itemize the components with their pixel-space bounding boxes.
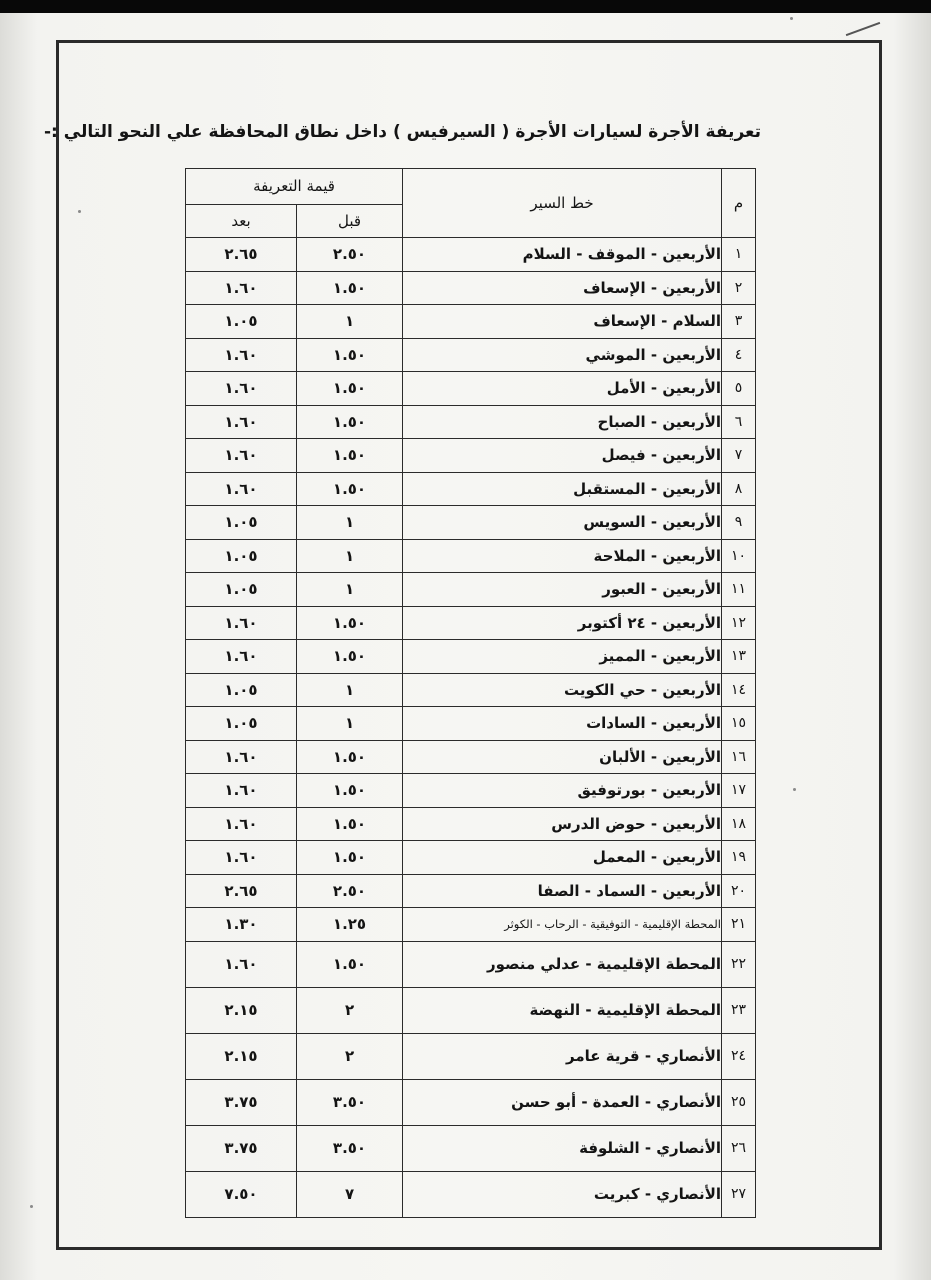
paper-speck [790,17,793,20]
row-route: الأربعين - بورتوفيق [403,774,722,808]
paper-speck [78,210,81,213]
row-fare-before: ١.٥٠ [297,271,403,305]
header-after: بعد [186,204,297,238]
header-fare-value: قيمة التعريفة [186,169,403,205]
row-route: الأربعين - الموقف - السلام [403,238,722,272]
row-route: الأربعين - المعمل [403,841,722,875]
table-row [186,606,756,640]
row-number: ٢٤ [722,1033,756,1079]
row-number: ١٦ [722,740,756,774]
row-fare-after: ١.٠٥ [186,673,297,707]
table-row [186,1033,756,1079]
row-fare-before: ١ [297,707,403,741]
row-fare-after: ١.٦٠ [186,640,297,674]
row-fare-before: ١.٥٠ [297,740,403,774]
row-route: الأربعين - السويس [403,506,722,540]
table-row [186,1171,756,1217]
table-row [186,908,756,942]
table-row [186,707,756,741]
table-row [186,841,756,875]
row-fare-after: ١.٦٠ [186,941,297,987]
row-fare-before: ١.٥٠ [297,841,403,875]
row-route: المحطة الإقليمية - عدلي منصور [403,941,722,987]
row-fare-before: ١ [297,673,403,707]
table-row [186,539,756,573]
row-fare-before: ١.٥٠ [297,372,403,406]
table-row [186,238,756,272]
row-number: ١٥ [722,707,756,741]
row-fare-after: ١.٦٠ [186,740,297,774]
row-fare-before: ١.٥٠ [297,807,403,841]
row-route: الأنصاري - كبريت [403,1171,722,1217]
row-number: ١٤ [722,673,756,707]
row-fare-after: ١.٦٠ [186,472,297,506]
row-route: الأربعين - المستقبل [403,472,722,506]
row-fare-before: ٢ [297,987,403,1033]
row-route: الأنصاري - الشلوفة [403,1125,722,1171]
table-row [186,405,756,439]
row-number: ٢٥ [722,1079,756,1125]
row-fare-after: ٣.٧٥ [186,1079,297,1125]
row-number: ٢١ [722,908,756,942]
fare-table-body [186,238,756,1218]
row-fare-after: ١.٦٠ [186,338,297,372]
row-number: ٢٧ [722,1171,756,1217]
row-route: الأربعين - العبور [403,573,722,607]
paper-speck [30,1205,33,1208]
row-fare-before: ٧ [297,1171,403,1217]
row-route: الأربعين - الأمل [403,372,722,406]
row-fare-after: ٢.١٥ [186,987,297,1033]
row-fare-after: ١.٦٠ [186,841,297,875]
row-route: الأربعين - ٢٤ أكتوبر [403,606,722,640]
row-route: الأربعين - المميز [403,640,722,674]
row-fare-before: ١.٥٠ [297,472,403,506]
row-fare-before: ٢.٥٠ [297,874,403,908]
row-number: ١٢ [722,606,756,640]
header-number: م [722,169,756,238]
row-route: السلام - الإسعاف [403,305,722,339]
row-route: الأربعين - الموشي [403,338,722,372]
row-number: ٥ [722,372,756,406]
row-fare-before: ١.٥٠ [297,338,403,372]
row-fare-before: ١.٥٠ [297,439,403,473]
row-route: المحطة الإقليمية - التوفيقية - الرحاب - الكوثر [403,908,722,942]
row-fare-after: ٣.٧٥ [186,1125,297,1171]
table-header-row [186,169,756,205]
row-fare-after: ١.٦٠ [186,606,297,640]
row-number: ٣ [722,305,756,339]
row-route: الأربعين - الألبان [403,740,722,774]
row-fare-before: ١.٥٠ [297,640,403,674]
top-black-strip [0,0,931,13]
table-row [186,573,756,607]
header-before: قبل [297,204,403,238]
row-fare-before: ١ [297,539,403,573]
row-fare-before: ٢.٥٠ [297,238,403,272]
row-fare-before: ١.٥٠ [297,405,403,439]
row-number: ٢٦ [722,1125,756,1171]
table-row [186,1079,756,1125]
row-fare-after: ٢.١٥ [186,1033,297,1079]
table-row [186,874,756,908]
row-number: ٦ [722,405,756,439]
row-fare-after: ١.٦٠ [186,271,297,305]
row-fare-after: ١.٦٠ [186,405,297,439]
row-route: الأربعين - حي الكويت [403,673,722,707]
row-number: ٧ [722,439,756,473]
row-number: ١٩ [722,841,756,875]
row-number: ١١ [722,573,756,607]
row-number: ٢٠ [722,874,756,908]
table-row [186,774,756,808]
table-row [186,372,756,406]
table-row [186,807,756,841]
row-fare-before: ١.٥٠ [297,941,403,987]
row-route: الأنصاري - قرية عامر [403,1033,722,1079]
row-route: الأربعين - السماد - الصفا [403,874,722,908]
table-row [186,439,756,473]
row-fare-after: ٢.٦٥ [186,238,297,272]
row-number: ٢٢ [722,941,756,987]
row-fare-before: ١ [297,305,403,339]
row-fare-after: ١.٦٠ [186,372,297,406]
row-number: ٨ [722,472,756,506]
row-number: ١٧ [722,774,756,808]
row-number: ١٨ [722,807,756,841]
row-fare-after: ١.٦٠ [186,774,297,808]
row-fare-after: ١.٦٠ [186,439,297,473]
row-number: ١ [722,238,756,272]
row-fare-after: ١.٠٥ [186,573,297,607]
table-row [186,941,756,987]
row-route: الأربعين - الإسعاف [403,271,722,305]
row-number: ٢٣ [722,987,756,1033]
table-row [186,506,756,540]
row-route: الأربعين - فيصل [403,439,722,473]
table-row [186,673,756,707]
row-fare-after: ٢.٦٥ [186,874,297,908]
row-number: ١٣ [722,640,756,674]
row-route: الأنصاري - العمدة - أبو حسن [403,1079,722,1125]
row-route: الأربعين - الصباح [403,405,722,439]
row-fare-after: ١.٠٥ [186,305,297,339]
table-row [186,271,756,305]
row-route: الأربعين - السادات [403,707,722,741]
paper-speck [793,788,796,791]
row-fare-after: ١.٠٥ [186,707,297,741]
row-route: المحطة الإقليمية - النهضة [403,987,722,1033]
row-fare-after: ١.٠٥ [186,539,297,573]
row-fare-after: ١.٠٥ [186,506,297,540]
row-fare-after: ١.٦٠ [186,807,297,841]
table-row [186,740,756,774]
row-fare-before: ١ [297,506,403,540]
row-number: ٢ [722,271,756,305]
row-number: ٤ [722,338,756,372]
row-fare-before: ٢ [297,1033,403,1079]
row-fare-before: ١.٢٥ [297,908,403,942]
table-row [186,305,756,339]
table-row [186,338,756,372]
row-fare-after: ١.٣٠ [186,908,297,942]
document-heading: تعريفة الأجرة لسيارات الأجرة ( السيرفيس ) داخل نطاق المحافظة علي النحو التالي :- [43,122,761,142]
row-route: الأربعين - الملاحة [403,539,722,573]
table-row [186,472,756,506]
row-fare-before: ١.٥٠ [297,774,403,808]
header-route: خط السير [403,169,722,238]
row-fare-before: ٣.٥٠ [297,1125,403,1171]
row-fare-before: ٣.٥٠ [297,1079,403,1125]
row-number: ١٠ [722,539,756,573]
fare-table [185,168,756,1218]
table-row [186,987,756,1033]
row-route: الأربعين - حوض الدرس [403,807,722,841]
row-fare-before: ١ [297,573,403,607]
row-fare-before: ١.٥٠ [297,606,403,640]
table-row [186,1125,756,1171]
row-number: ٩ [722,506,756,540]
table-row [186,640,756,674]
row-fare-after: ٧.٥٠ [186,1171,297,1217]
